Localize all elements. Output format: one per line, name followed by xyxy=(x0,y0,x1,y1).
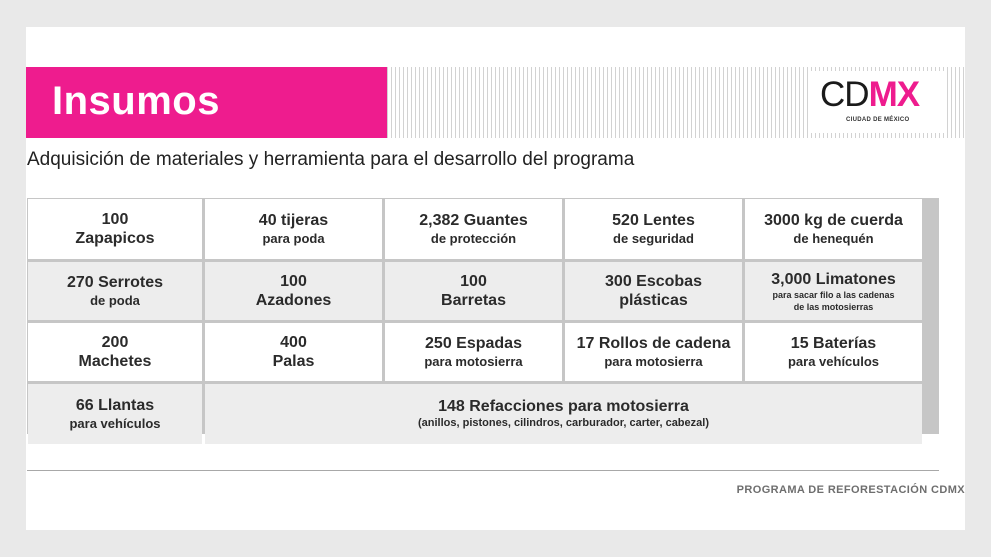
table-cell xyxy=(745,262,922,320)
cell-quantity: 3,000 Limatones xyxy=(771,270,896,288)
cell-detail: para motosierra xyxy=(604,354,703,369)
title-banner xyxy=(26,67,387,138)
table-cell-wide xyxy=(205,384,922,444)
table-cell xyxy=(385,262,562,320)
cell-detail: (anillos, pistones, cilindros, carburador, carter, cabezal) xyxy=(418,417,709,429)
cell-quantity: 15 Baterías xyxy=(790,335,877,352)
cell-detail: para sacar filo a las cadenas xyxy=(772,289,895,300)
logo-mx-text: MX xyxy=(868,75,920,114)
cell-quantity: 17 Rollos de cadena xyxy=(576,335,731,352)
cdmx-logo xyxy=(810,71,945,133)
table-cell xyxy=(28,323,202,381)
logo-cd-text: CD xyxy=(820,75,869,114)
table-cell xyxy=(205,323,382,381)
cell-item: Palas xyxy=(272,353,315,370)
supplies-table xyxy=(27,198,939,434)
cell-quantity: 520 Lentes xyxy=(612,212,695,229)
cell-item: Barretas xyxy=(441,292,506,309)
subtitle: Adquisición de materiales y herramienta para el desarrollo del programa xyxy=(27,149,635,170)
cell-detail: para vehículos xyxy=(787,354,880,369)
cell-detail: de seguridad xyxy=(613,231,694,246)
footer-text: PROGRAMA DE REFORESTACIÓN CDMX xyxy=(736,484,965,496)
cell-quantity: 2,382 Guantes xyxy=(419,212,528,229)
table-cell xyxy=(745,323,922,381)
cell-quantity: 66 Llantas xyxy=(75,397,155,414)
cell-item: Machetes xyxy=(78,353,152,370)
cell-detail: para vehículos xyxy=(69,416,161,431)
cell-quantity: 100 xyxy=(101,211,129,228)
table-cell xyxy=(205,262,382,320)
cell-detail: para poda xyxy=(262,231,325,246)
cell-quantity: 3000 kg de cuerda xyxy=(764,212,903,229)
page-title: Insumos xyxy=(52,79,220,123)
table-cell xyxy=(565,199,742,259)
table-cell xyxy=(745,199,922,259)
cell-quantity: 400 xyxy=(280,334,307,351)
cell-detail: de protección xyxy=(430,231,517,246)
cell-item: Azadones xyxy=(255,292,332,309)
cell-item: Zapapicos xyxy=(75,230,155,247)
cell-detail: para motosierra xyxy=(424,354,523,369)
cell-quantity: 100 xyxy=(280,273,307,290)
cell-quantity: 40 tijeras xyxy=(258,212,329,229)
table-cell xyxy=(28,384,202,444)
cell-quantity: 270 Serrotes xyxy=(66,274,164,291)
cell-detail: de henequén xyxy=(793,231,874,246)
table-cell xyxy=(28,199,202,259)
logo-subtext: CIUDAD DE MÉXICO xyxy=(846,117,910,123)
table-cell xyxy=(385,323,562,381)
table-cell xyxy=(565,262,742,320)
table-cell xyxy=(385,199,562,259)
table-cell xyxy=(205,199,382,259)
table-cell xyxy=(565,323,742,381)
cell-quantity: 300 Escobas xyxy=(605,273,702,290)
cell-detail: de poda xyxy=(90,293,140,308)
cell-item: plásticas xyxy=(619,292,688,309)
footer-divider xyxy=(27,470,939,471)
cell-quantity: 148 Refacciones para motosierra xyxy=(438,398,689,415)
logo-wordmark xyxy=(820,77,919,112)
cell-quantity: 200 xyxy=(101,334,129,351)
table-cell xyxy=(28,262,202,320)
cell-detail: de las motosierras xyxy=(793,301,874,312)
cell-quantity: 250 Espadas xyxy=(425,335,522,352)
cell-quantity: 100 xyxy=(460,273,487,290)
